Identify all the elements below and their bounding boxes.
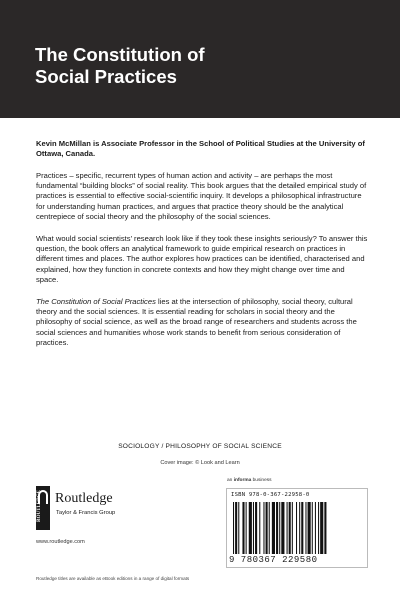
ebook-availability-note: Routledge titles are available as eBook editions in a range of digital formats: [36, 576, 190, 581]
informa-business-label: [227, 478, 272, 483]
description-paragraph-3: [36, 297, 368, 349]
subject-category: SOCIOLOGY / PHILOSOPHY OF SOCIAL SCIENCE: [118, 443, 282, 450]
book-title-line-2: Social Practices: [35, 66, 177, 87]
logo-spine-text: ROUTLEDGE: [37, 490, 42, 522]
informa-suffix: business: [252, 478, 272, 483]
description-paragraph-1: Practices – specific, recurrent types of human action and activity – are perhaps the most fundamental “building blocks” of social reality. This book argues that the detailed empirical study of practices is essential to effective social-scientific inquiry. It develops a philosophical infrastructure for understanding human practices, and argues that practice theory should be the analytical centrepiece of social theory and the philosophy of the social sciences.: [36, 170, 367, 222]
book-title-line-1: The Constitution of: [35, 44, 205, 65]
informa-prefix: an: [227, 478, 233, 483]
informa-brand: informa: [233, 478, 252, 483]
author-bio: Kevin McMillan is Associate Professor in the School of Political Studies at the University of Ottawa, Canada.: [36, 139, 365, 159]
publisher-name: Routledge: [55, 491, 113, 506]
publisher-group: Taylor & Francis Group: [56, 510, 116, 516]
publisher-website[interactable]: www.routledge.com: [36, 539, 85, 545]
routledge-logo-icon: [36, 486, 50, 530]
cover-header-band: [0, 0, 400, 118]
book-title-italic: The Constitution of Social Practices: [36, 296, 156, 306]
back-cover-text: [36, 139, 368, 360]
routledge-logo: [36, 486, 156, 536]
isbn-barcode-box: [226, 488, 368, 568]
cover-image-credit: Cover image: © Look and Learn: [160, 460, 240, 466]
description-paragraph-2: What would social scientists’ research look like if they took these insights seriously? To answer this question, the book offers an analytical framework to guide empirical research on practices in different times and places. The author explores how practices can be identified, characterised and explained, how they function in concrete contexts and how they might change over time and space.: [36, 233, 368, 285]
paragraph-3-text: lies at the intersection of philosophy, social theory, cultural theory and the social sciences. It is essential reading for scholars in social theory and the philosophy of social science, as well as the broad range of researchers and students across the social sciences and humanities whose work stands to benefit from serious consideration of practices.: [36, 296, 357, 348]
book-title: [35, 44, 375, 88]
barcode-digits: 9 780367 229580: [229, 555, 318, 565]
barcode-icon: [231, 502, 365, 554]
isbn-label: ISBN 978-0-367-22958-0: [231, 492, 310, 498]
